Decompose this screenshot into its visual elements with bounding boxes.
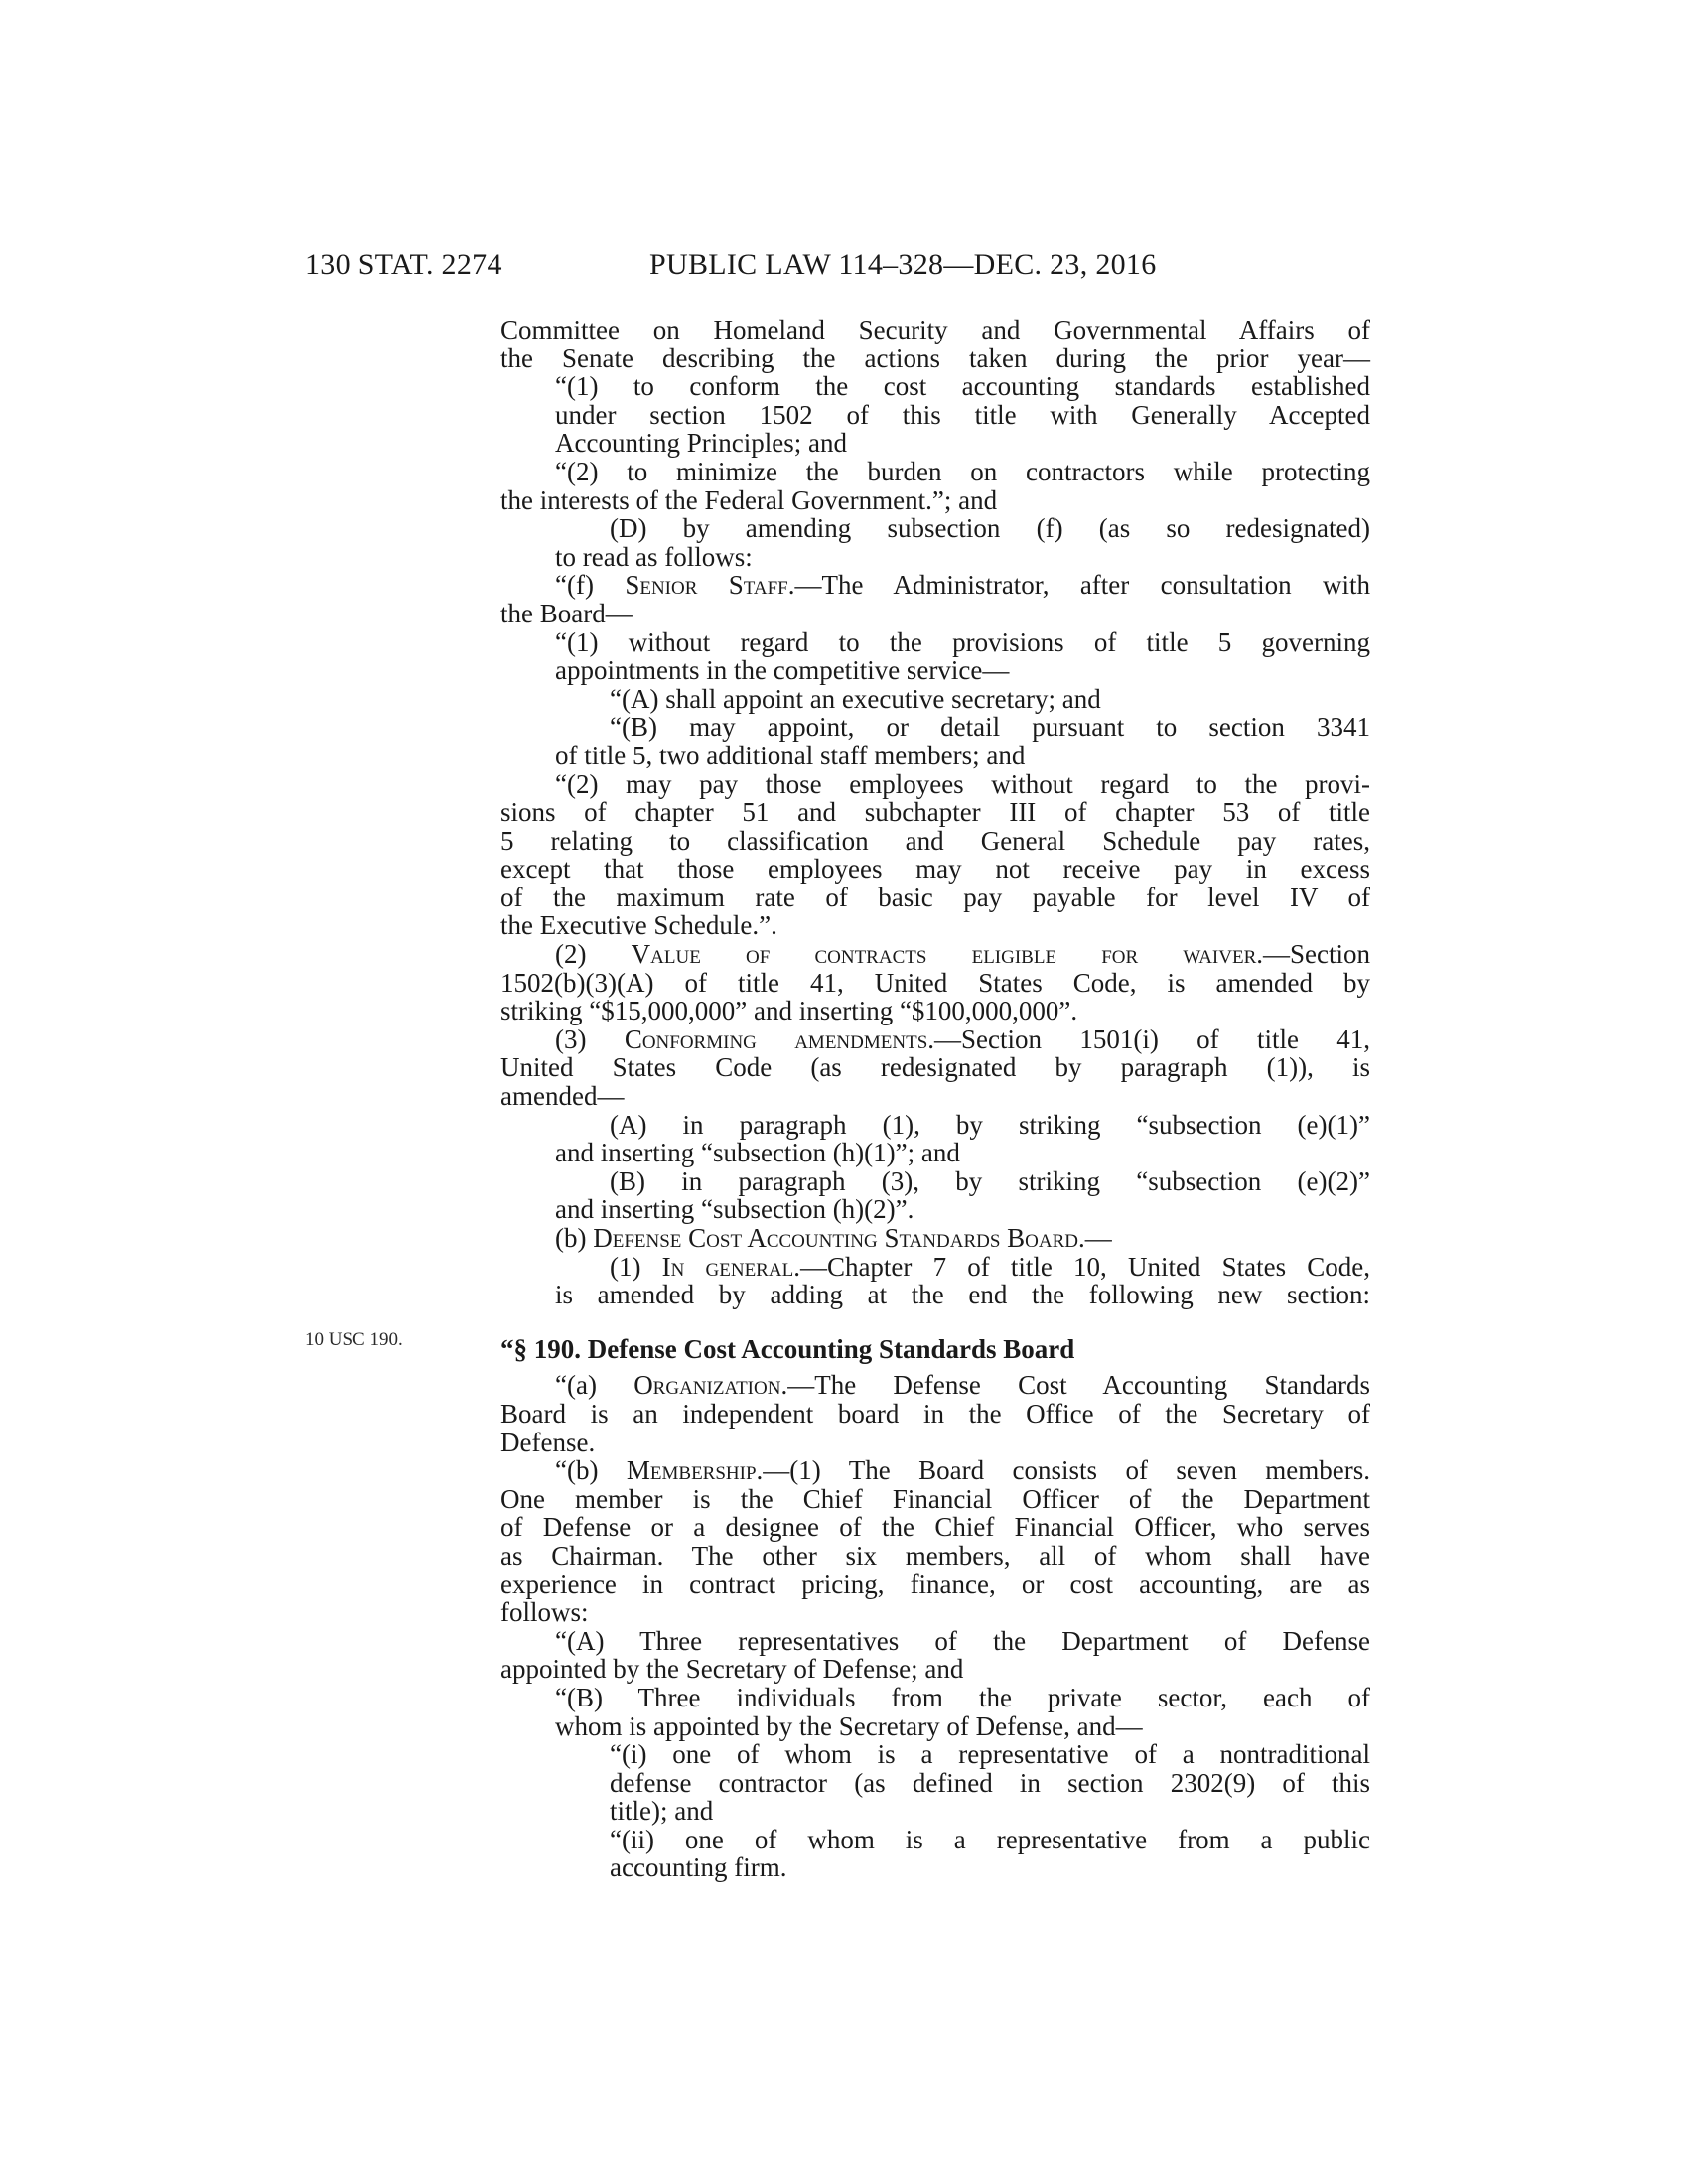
text-line: sions of chapter 51 and subchapter III of chapter 53 of title [500, 797, 1370, 828]
text-line: (D) by amending subsection (f) (as so redesignated) [610, 513, 1370, 544]
text-line: of Defense or a designee of the Chief Financial Officer, who serves [500, 1512, 1370, 1543]
statute-body [500, 316, 1370, 1882]
text-line: “(A) shall appoint an executive secretary; and [610, 683, 1101, 714]
waiver-line: (2) Value of contracts eligible for waiver.—Section [555, 939, 1371, 970]
membership-line: “(b) Membership.—(1) The Board consists of seven members. [555, 1455, 1370, 1486]
running-header [0, 248, 1688, 288]
margin-note-usc: 10 USC 190. [305, 1329, 403, 1350]
text-line: (B) in paragraph (3), by striking “subsection (e)(2)” [610, 1165, 1370, 1196]
conforming-heading: Conforming amendments [624, 1024, 928, 1054]
stat-citation: 130 STAT. 2274 [305, 248, 502, 281]
public-law-title: PUBLIC LAW 114–328—DEC. 23, 2016 [649, 248, 1157, 281]
text-line: “(B) may appoint, or detail pursuant to section 3341 [610, 712, 1370, 743]
organization-line: “(a) Organization.—The Defense Cost Accounting Standards [555, 1370, 1371, 1401]
organization-heading: Organization [633, 1370, 781, 1401]
senior-staff-line: “(f) Senior Staff.—The Administrator, after consultation with [555, 570, 1370, 601]
section-190-heading: “§ 190. Defense Cost Accounting Standards Board [500, 1333, 1075, 1364]
text-line: follows: [500, 1597, 589, 1628]
text-line: and inserting “subsection (h)(1)”; and [555, 1138, 960, 1168]
text-line: “(i) one of whom is a representative of a nontraditional [610, 1739, 1370, 1770]
text-line: appointed by the Secretary of Defense; and [500, 1654, 964, 1685]
text-line: “(1) to conform the cost accounting standards established [555, 371, 1370, 402]
text-line: amended— [500, 1081, 625, 1112]
text-line: Defense. [500, 1427, 596, 1457]
text-line: “(2) may pay those employees without regard to the provi- [555, 768, 1370, 799]
text-line: One member is the Chief Financial Officer of the Department [500, 1483, 1370, 1514]
text-line: appointments in the competitive service— [555, 655, 1010, 686]
text-line: Accounting Principles; and [555, 428, 847, 459]
text-line: “(A) Three representatives of the Department of Defense [555, 1625, 1370, 1656]
in-general-line: (1) In general.—Chapter 7 of title 10, United States Code, [610, 1251, 1370, 1282]
text-line: “(1) without regard to the provisions of title 5 governing [555, 626, 1370, 657]
text-line: United States Code (as redesignated by paragraph (1)), is [500, 1052, 1370, 1083]
text-line: “(ii) one of whom is a representative from a public [610, 1824, 1370, 1854]
conforming-line: (3) Conforming amendments.—Section 1501(i) of title 41, [555, 1024, 1371, 1054]
text-line: the interests of the Federal Government.”; and [500, 484, 998, 515]
text-line: title); and [610, 1796, 714, 1827]
text-line: as Chairman. The other six members, all of whom shall have [500, 1540, 1370, 1570]
text-line: defense contractor (as defined in section 2302(9) of this [610, 1767, 1370, 1798]
text-line: the Board— [500, 598, 633, 628]
text-line: and inserting “subsection (h)(2)”. [555, 1194, 914, 1225]
text-line: the Senate describing the actions taken during the prior year— [500, 342, 1370, 373]
text-line: Board is an independent board in the Office of the Secretary of [500, 1398, 1370, 1429]
text-line: experience in contract pricing, finance, or cost accounting, are as [500, 1569, 1370, 1599]
text-line: Committee on Homeland Security and Governmental Affairs of [500, 315, 1370, 344]
text-line: “(2) to minimize the burden on contractors while protecting [555, 456, 1370, 486]
defense-board-heading: Defense Cost Accounting Standards Board [593, 1223, 1078, 1253]
in-general-heading: In general [661, 1251, 794, 1282]
text-line: to read as follows: [555, 541, 753, 572]
text-line: of title 5, two additional staff members; and [555, 740, 1026, 770]
text-line: 5 relating to classification and General Schedule pay rates, [500, 825, 1370, 856]
membership-heading: Membership [626, 1455, 757, 1486]
waiver-heading: Value of contracts eligible for waiver [631, 939, 1257, 970]
text-line: the Executive Schedule.”. [500, 910, 777, 941]
text-line: 1502(b)(3)(A) of title 41, United States Code, is amended by [500, 967, 1370, 998]
text-line: “(B) Three individuals from the private sector, each of [555, 1682, 1370, 1712]
text-line: of the maximum rate of basic pay payable for level IV of [500, 882, 1370, 912]
text-line: except that those employees may not receive pay in excess [500, 854, 1370, 885]
text-line: under section 1502 of this title with Generally Accepted [555, 399, 1370, 430]
defense-board-line: (b) Defense Cost Accounting Standards Board.— [555, 1223, 1112, 1253]
text-line: (A) in paragraph (1), by striking “subsection (e)(1)” [610, 1109, 1370, 1140]
senior-staff-heading: Senior Staff [625, 570, 788, 601]
text-line: striking “$15,000,000” and inserting “$100,000,000”. [500, 996, 1078, 1026]
text-line: accounting firm. [610, 1852, 787, 1883]
text-line: whom is appointed by the Secretary of Defense, and— [555, 1710, 1143, 1741]
text-line: is amended by adding at the end the following new section: [555, 1280, 1370, 1310]
